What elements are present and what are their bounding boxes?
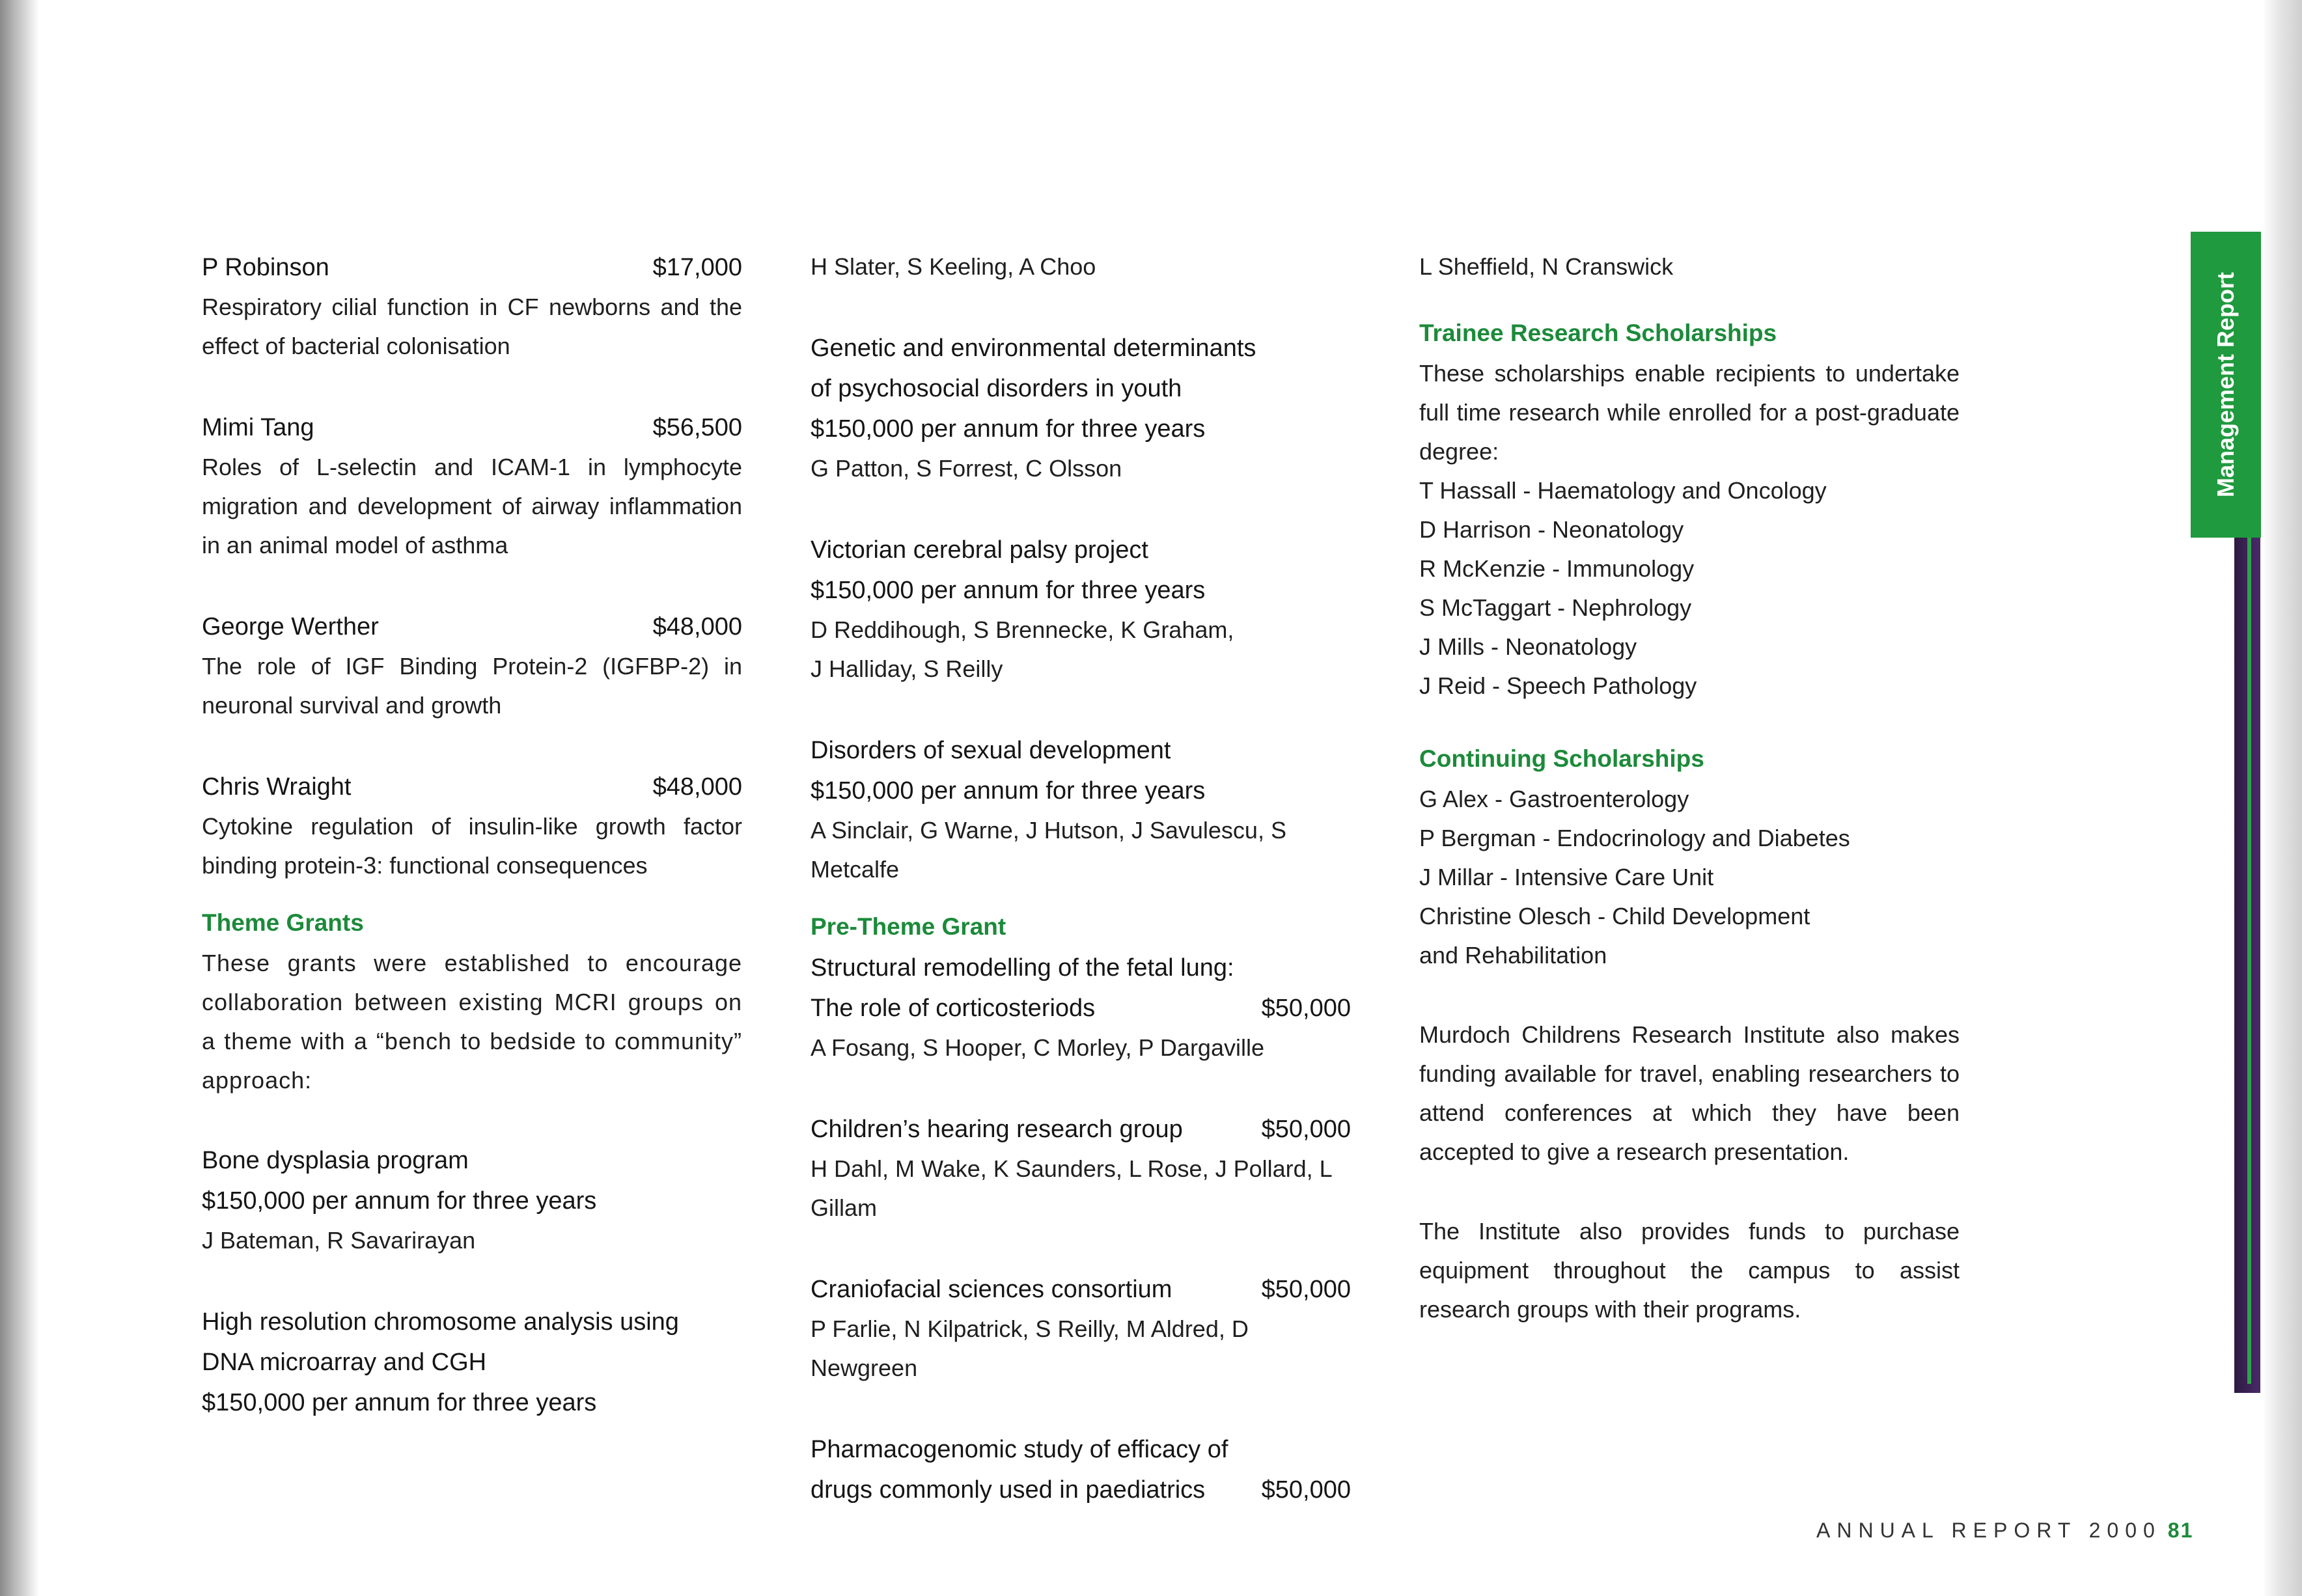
trainee-list <box>1419 471 1960 706</box>
grant-amount: $48,000 <box>652 613 742 640</box>
column-3 <box>1419 247 1960 1369</box>
grant-name: Chris Wraight <box>202 773 352 801</box>
grant-entry <box>202 407 742 565</box>
theme-people: G Patton, S Forrest, C Olsson <box>811 455 1122 482</box>
pre-theme-entry <box>811 1109 1351 1228</box>
list-item: J Millar - Intensive Care Unit <box>1419 864 1714 890</box>
continuing-scholarships-heading: Continuing Scholarships <box>1419 745 1704 772</box>
pre-theme-heading: Pre-Theme Grant <box>811 913 1006 940</box>
pre-theme-title: Structural remodelling of the fetal lung: <box>811 954 1234 982</box>
list-item: J Reid - Speech Pathology <box>1419 672 1697 699</box>
page-footer <box>1816 1519 2193 1543</box>
column-1 <box>202 247 742 1465</box>
list-item: P Bergman - Endocrinology and Diabetes <box>1419 825 1850 851</box>
theme-people: D Reddihough, S Brennecke, K Graham, <box>811 616 1234 643</box>
pre-theme-amount: $50,000 <box>1261 995 1351 1022</box>
theme-grants-heading: Theme Grants <box>202 909 364 936</box>
list-item: S McTaggart - Nephrology <box>1419 594 1692 621</box>
grant-description: The role of IGF Binding Protein-2 (IGFBP-2) in neuronal survival and growth <box>202 653 742 719</box>
pre-theme-title: drugs commonly used in paediatrics <box>811 1476 1206 1504</box>
theme-funding: $150,000 per annum for three years <box>202 1187 597 1215</box>
theme-title: Victorian cerebral palsy project <box>811 536 1148 564</box>
theme-people-top: H Slater, S Keeling, A Choo <box>811 253 1096 280</box>
pre-theme-amount: $50,000 <box>1261 1476 1351 1504</box>
theme-funding: $150,000 per annum for three years <box>202 1389 597 1416</box>
theme-title: Disorders of sexual development <box>811 737 1171 764</box>
edge-line <box>2247 538 2251 1384</box>
pre-theme-title: The role of corticosteriods <box>811 995 1096 1022</box>
list-item: T Hassall - Haematology and Oncology <box>1419 477 1827 504</box>
theme-funding: $150,000 per annum for three years <box>811 777 1206 805</box>
theme-people-top: L Sheffield, N Cranswick <box>1419 253 1674 280</box>
grant-amount: $17,000 <box>652 254 742 281</box>
theme-title: Genetic and environmental determinants <box>811 335 1256 362</box>
grant-description: Roles of L-selectin and ICAM-1 in lymphocyte migration and development of airway inflammation in an animal model of asthma <box>202 454 742 558</box>
pre-theme-entry <box>811 1269 1351 1388</box>
list-item: G Alex - Gastroenterology <box>1419 786 1689 812</box>
theme-funding: $150,000 per annum for three years <box>811 577 1206 604</box>
list-item: R McKenzie - Immunology <box>1419 555 1695 582</box>
pre-theme-title: Children’s hearing research group <box>811 1116 1183 1143</box>
trainee-scholarships-heading: Trainee Research Scholarships <box>1419 320 1777 346</box>
grant-description: Cytokine regulation of insulin-like growth factor binding protein-3: functional consequences <box>202 813 742 879</box>
theme-entry <box>811 328 1351 488</box>
theme-funding: $150,000 per annum for three years <box>811 415 1206 443</box>
grant-name: Mimi Tang <box>202 414 314 441</box>
grant-entry <box>202 247 742 366</box>
trainee-intro: These scholarships enable recipients to undertake full time research while enrolled for a post-graduate degree: <box>1419 360 1960 465</box>
list-item: D Harrison - Neonatology <box>1419 516 1684 543</box>
theme-people: A Sinclair, G Warne, J Hutson, J Savulescu, S Metcalfe <box>811 817 1286 883</box>
grant-entry <box>202 607 742 725</box>
grant-name: P Robinson <box>202 254 329 281</box>
theme-entry <box>811 530 1351 689</box>
footer-label: ANNUAL REPORT 2000 <box>1816 1519 2161 1542</box>
pre-theme-amount: $50,000 <box>1261 1276 1351 1303</box>
management-report-tab <box>2191 232 2261 538</box>
theme-title: High resolution chromosome analysis using <box>202 1308 679 1336</box>
grant-entry <box>202 767 742 885</box>
theme-title: Bone dysplasia program <box>202 1147 469 1174</box>
theme-entry <box>811 730 1351 889</box>
pre-theme-entry <box>811 948 1351 1067</box>
book-spine-shadow <box>0 0 39 1596</box>
theme-title: DNA microarray and CGH <box>202 1349 487 1376</box>
page-number: 81 <box>2167 1519 2194 1542</box>
grant-name: George Werther <box>202 613 379 640</box>
pre-theme-amount: $50,000 <box>1261 1116 1351 1143</box>
list-item: Christine Olesch - Child Development <box>1419 903 1810 929</box>
column-2 <box>811 247 1351 1552</box>
list-item: J Mills - Neonatology <box>1419 633 1637 660</box>
grant-amount: $48,000 <box>652 773 742 801</box>
pre-theme-people: H Dahl, M Wake, K Saunders, L Rose, J Pollard, L Gillam <box>811 1155 1332 1221</box>
grant-amount: $56,500 <box>652 414 742 441</box>
tab-label: Management Report <box>2212 271 2239 498</box>
list-item: and Rehabilitation <box>1419 942 1607 969</box>
page-edge <box>2263 0 2302 1596</box>
pre-theme-title: Craniofacial sciences consortium <box>811 1276 1172 1303</box>
equipment-funding-paragraph: The Institute also provides funds to purchase equipment throughout the campus to assist research groups with their programs. <box>1419 1218 1960 1323</box>
travel-funding-paragraph: Murdoch Childrens Research Institute also makes funding available for travel, enabling researchers to attend conferences at which they have been accepted to give a research presentation. <box>1419 1021 1960 1165</box>
pre-theme-people: P Farlie, N Kilpatrick, S Reilly, M Aldred, D Newgreen <box>811 1315 1249 1381</box>
theme-grants-intro: These grants were established to encourage collaboration between existing MCRI groups on a theme with a “bench to bedside to community” approach: <box>202 950 742 1094</box>
grant-description: Respiratory cilial function in CF newborns and the effect of bacterial colonisation <box>202 294 742 359</box>
pre-theme-title: Pharmacogenomic study of efficacy of <box>811 1436 1228 1463</box>
theme-people: J Halliday, S Reilly <box>811 655 1003 682</box>
theme-title: of psychosocial disorders in youth <box>811 375 1182 402</box>
theme-people: J Bateman, R Savarirayan <box>202 1227 476 1254</box>
pre-theme-entry <box>811 1429 1351 1510</box>
theme-entry <box>202 1302 742 1423</box>
theme-entry <box>202 1140 742 1260</box>
continuing-list <box>1419 780 1960 975</box>
pre-theme-people: A Fosang, S Hooper, C Morley, P Dargaville <box>811 1034 1264 1061</box>
